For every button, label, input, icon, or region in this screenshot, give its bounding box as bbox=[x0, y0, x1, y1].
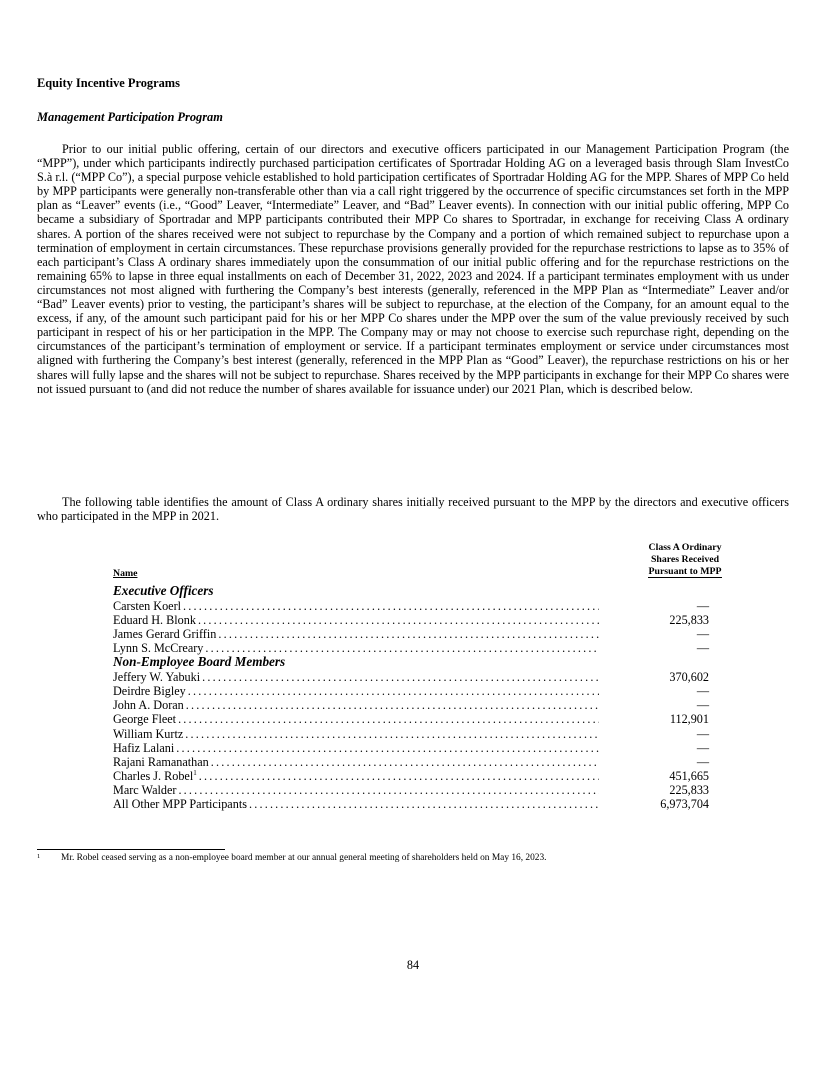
row-value: 225,833 bbox=[669, 783, 709, 798]
subsection-heading: Management Participation Program bbox=[37, 110, 223, 124]
table-row bbox=[113, 613, 723, 627]
dot-leader bbox=[209, 755, 599, 769]
row-value: — bbox=[696, 626, 709, 641]
value-header-line-3: Pursuant to MPP bbox=[648, 565, 722, 577]
row-value: — bbox=[696, 698, 709, 713]
dot-leader bbox=[174, 741, 599, 755]
dot-leader bbox=[247, 797, 599, 811]
table-row bbox=[113, 755, 723, 769]
dot-leader bbox=[184, 698, 599, 712]
mpp-description-paragraph: Prior to our initial public offering, certain of our directors and executive officers participated in our Management Participation Program (the “MPP”), under which participants indirectly purchased participation certificates of Sportradar Holding AG on a leveraged basis through Slam InvestCo S.à r.l. (“MPP Co”), a special purpose vehicle established to hold participation certificates of Sportradar Holding AG for the MPP. Shares of MPP Co held by MPP participants were generally non-transferable other than via a call right triggered by the occurrence of specific circumstances set forth in the MPP plan as “Leaver” events (i.e., “Good” Leaver, “Intermediate” Leaver, and “Bad” Leaver events). In connection with our initial public offering, MPP Co became a subsidiary of Sportradar and MPP participants contributed their MPP Co shares to Sportradar, in exchange for receiving Class A ordinary shares. A portion of the shares received were not subject to repurchase by the Company and a portion of which remained subject to repurchase upon a termination of employment in certain circumstances. These repurchase provisions generally provided for the repurchase restrictions to lapse as to 35% of each participant’s Class A ordinary shares immediately upon the consummation of our initial public offering and for the repurchase restrictions on the remaining 65% to lapse in three equal installments on each of December 31, 2022, 2023 and 2024. If a participant terminates employment with us under circumstances not most aligned with furthering the Company’s best interests (generally, referenced in the MPP Plan as “Intermediate” Leaver and/or “Bad” Leaver events) prior to vesting, the participant’s shares will be subject to repurchase, at the election of the Company, for an amount equal to the excess, if any, of the amount such participant paid for his or her MPP Co shares under the MPP over the sum of the value previously received by such participant in respect of his or her participation in the MPP. The Company may or may not choose to exercise such repurchase right, depending on the circumstances of the participant’s termination of employment or service. If a participant terminates employment or service under circumstances most aligned with furthering the Company’s best interest (generally, referenced in the MPP Plan as “Good” Leaver), the repurchase restrictions on his or her shares will fully lapse and the shares will not be subject to repurchase. Shares received by the MPP participants in exchange for their MPP Co shares were not issued pursuant to (and did not reduce the number of shares available for issuance under) our 2021 Plan, which is described below. bbox=[37, 142, 789, 396]
table-row bbox=[113, 727, 723, 741]
row-name-text: Charles J. Robel bbox=[113, 769, 194, 784]
document-page bbox=[37, 0, 789, 1075]
table-row bbox=[113, 684, 723, 698]
table-row bbox=[113, 641, 723, 655]
table-row bbox=[113, 797, 723, 811]
row-name: John A. Doran bbox=[113, 698, 184, 713]
table-row bbox=[113, 627, 723, 641]
row-value: — bbox=[696, 754, 709, 769]
section-executive-officers: Executive Officers bbox=[113, 583, 214, 598]
row-value: — bbox=[696, 740, 709, 755]
value-header-line-1: Class A Ordinary bbox=[648, 542, 722, 553]
table-row bbox=[113, 670, 723, 684]
dot-leader bbox=[216, 627, 599, 641]
row-value: — bbox=[696, 598, 709, 613]
table-intro-paragraph: The following table identifies the amount of Class A ordinary shares initially received pursuant to the MPP by the directors and executive officers who participated in the MPP in 2021. bbox=[37, 495, 789, 524]
table-row bbox=[113, 783, 723, 797]
dot-leader bbox=[181, 599, 599, 613]
dot-leader bbox=[186, 684, 599, 698]
row-value: 225,833 bbox=[669, 612, 709, 627]
row-value: 112,901 bbox=[669, 712, 709, 727]
footnote-text: Mr. Robel ceased serving as a non-employee board member at our annual general meeting of shareholders held on May 16, 2023. bbox=[61, 853, 547, 863]
row-value: 451,665 bbox=[669, 769, 709, 784]
row-value: 370,602 bbox=[669, 669, 709, 684]
section-non-employee-board-members: Non-Employee Board Members bbox=[113, 654, 286, 670]
dot-leader bbox=[196, 613, 599, 627]
table-row bbox=[113, 599, 723, 613]
table-row bbox=[113, 712, 723, 726]
dot-leader bbox=[183, 727, 599, 741]
row-name: Eduard H. Blonk bbox=[113, 612, 196, 627]
footnote-reference: 1 bbox=[193, 769, 197, 778]
row-name: Lynn S. McCreary bbox=[113, 641, 204, 656]
dot-leader bbox=[176, 783, 599, 797]
row-name: James Gerard Griffin bbox=[113, 626, 217, 641]
page-number: 84 bbox=[406, 958, 420, 972]
row-value: — bbox=[696, 683, 709, 698]
row-name: All Other MPP Participants bbox=[113, 797, 247, 812]
row-name: Carsten Koerl bbox=[113, 598, 182, 613]
footnote-number: 1 bbox=[37, 853, 41, 860]
dot-leader bbox=[176, 712, 599, 726]
footnote-divider bbox=[37, 849, 225, 850]
dot-leader bbox=[200, 670, 599, 684]
dot-leader bbox=[197, 769, 599, 783]
dot-leader bbox=[203, 641, 599, 655]
row-value: — bbox=[696, 641, 709, 656]
table-row bbox=[113, 741, 723, 755]
row-value: — bbox=[696, 726, 709, 741]
row-name: William Kurtz bbox=[113, 726, 184, 741]
table-body bbox=[113, 584, 723, 812]
table-row bbox=[113, 769, 723, 783]
row-name: Marc Walder bbox=[113, 783, 177, 798]
row-name: Deirdre Bigley bbox=[113, 683, 186, 698]
value-header-line-2: Shares Received bbox=[650, 553, 720, 565]
value-column-header bbox=[635, 542, 735, 578]
table-row bbox=[113, 698, 723, 712]
row-name: George Fleet bbox=[113, 712, 177, 727]
name-column-header: Name bbox=[113, 568, 138, 579]
row-name: Jeffery W. Yabuki bbox=[113, 669, 201, 684]
section-heading: Equity Incentive Programs bbox=[37, 76, 180, 90]
row-name: Hafiz Lalani bbox=[113, 740, 175, 755]
row-name bbox=[113, 769, 197, 783]
row-value: 6,973,704 bbox=[660, 797, 709, 812]
row-name: Rajani Ramanathan bbox=[113, 754, 209, 769]
